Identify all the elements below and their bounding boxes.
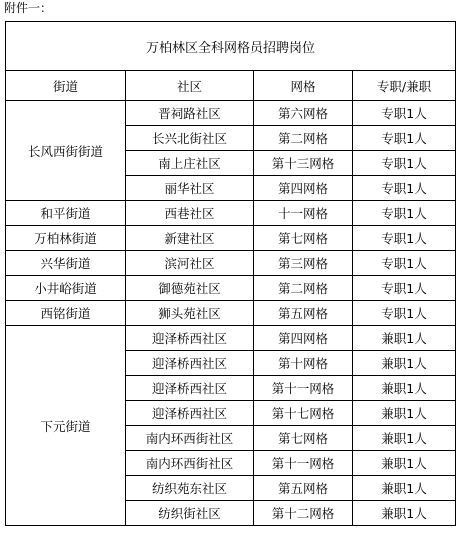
job-type-cell: 专职1人 [353, 201, 456, 226]
table-row [6, 276, 456, 301]
attachment-label: 附件一： [4, 1, 53, 15]
job-type-cell: 兼职1人 [353, 401, 456, 426]
grid-cell: 第十二网格 [254, 501, 353, 526]
table-row [6, 201, 456, 226]
job-type-cell: 兼职1人 [353, 451, 456, 476]
community-cell: 晋祠路社区 [126, 101, 254, 126]
community-cell: 长兴北街社区 [126, 126, 254, 151]
grid-cell: 第十网格 [254, 351, 353, 376]
community-cell: 迎泽桥西社区 [126, 326, 254, 351]
grid-cell: 第六网格 [254, 101, 353, 126]
community-cell: 南内环西街社区 [126, 451, 254, 476]
job-type-cell: 专职1人 [353, 101, 456, 126]
job-type-cell: 兼职1人 [353, 326, 456, 351]
community-cell: 西巷社区 [126, 201, 254, 226]
grid-cell: 第三网格 [254, 251, 353, 276]
job-type-cell: 专职1人 [353, 151, 456, 176]
community-cell: 南内环西街社区 [126, 426, 254, 451]
table-header-row [6, 71, 456, 101]
street-cell: 小井峪街道 [6, 276, 126, 301]
job-type-cell: 兼职1人 [353, 376, 456, 401]
job-type-cell: 专职1人 [353, 301, 456, 326]
street-cell: 和平街道 [6, 201, 126, 226]
job-type-cell: 兼职1人 [353, 426, 456, 451]
table-row [6, 326, 456, 351]
table-row [6, 301, 456, 326]
grid-cell: 第二网格 [254, 276, 353, 301]
grid-cell: 第十七网格 [254, 401, 353, 426]
street-cell: 兴华街道 [6, 251, 126, 276]
community-cell: 南上庄社区 [126, 151, 254, 176]
grid-cell: 第七网格 [254, 426, 353, 451]
job-type-cell: 专职1人 [353, 176, 456, 201]
table-row [6, 251, 456, 276]
table-title-row [6, 22, 456, 71]
community-cell: 迎泽桥西社区 [126, 376, 254, 401]
street-cell: 下元街道 [6, 326, 126, 526]
job-type-cell: 专职1人 [353, 276, 456, 301]
header-grid: 网格 [254, 71, 353, 101]
grid-cell: 十一网格 [254, 201, 353, 226]
table-title: 万柏林区全科网格员招聘岗位 [6, 22, 456, 71]
header-job-type: 专职/兼职 [353, 71, 456, 101]
job-type-cell: 兼职1人 [353, 476, 456, 501]
table-row [6, 226, 456, 251]
table-row [6, 101, 456, 126]
grid-cell: 第七网格 [254, 226, 353, 251]
community-cell: 迎泽桥西社区 [126, 351, 254, 376]
community-cell: 狮头苑社区 [126, 301, 254, 326]
grid-cell: 第十一网格 [254, 451, 353, 476]
street-cell: 长风西街街道 [6, 101, 126, 201]
grid-cell: 第四网格 [254, 176, 353, 201]
grid-cell: 第十三网格 [254, 151, 353, 176]
grid-cell: 第二网格 [254, 126, 353, 151]
street-cell: 万柏林街道 [6, 226, 126, 251]
header-street: 街道 [6, 71, 126, 101]
community-cell: 迎泽桥西社区 [126, 401, 254, 426]
grid-cell: 第五网格 [254, 301, 353, 326]
community-cell: 纺织街社区 [126, 501, 254, 526]
community-cell: 滨河社区 [126, 251, 254, 276]
community-cell: 纺织苑东社区 [126, 476, 254, 501]
job-type-cell: 兼职1人 [353, 351, 456, 376]
job-type-cell: 兼职1人 [353, 501, 456, 526]
job-type-cell: 专职1人 [353, 126, 456, 151]
community-cell: 御德苑社区 [126, 276, 254, 301]
community-cell: 新建社区 [126, 226, 254, 251]
grid-cell: 第五网格 [254, 476, 353, 501]
street-cell: 西铭街道 [6, 301, 126, 326]
community-cell: 丽华社区 [126, 176, 254, 201]
grid-cell: 第四网格 [254, 326, 353, 351]
recruitment-table [5, 21, 456, 526]
grid-cell: 第十一网格 [254, 376, 353, 401]
job-type-cell: 专职1人 [353, 226, 456, 251]
job-type-cell: 专职1人 [353, 251, 456, 276]
header-community: 社区 [126, 71, 254, 101]
